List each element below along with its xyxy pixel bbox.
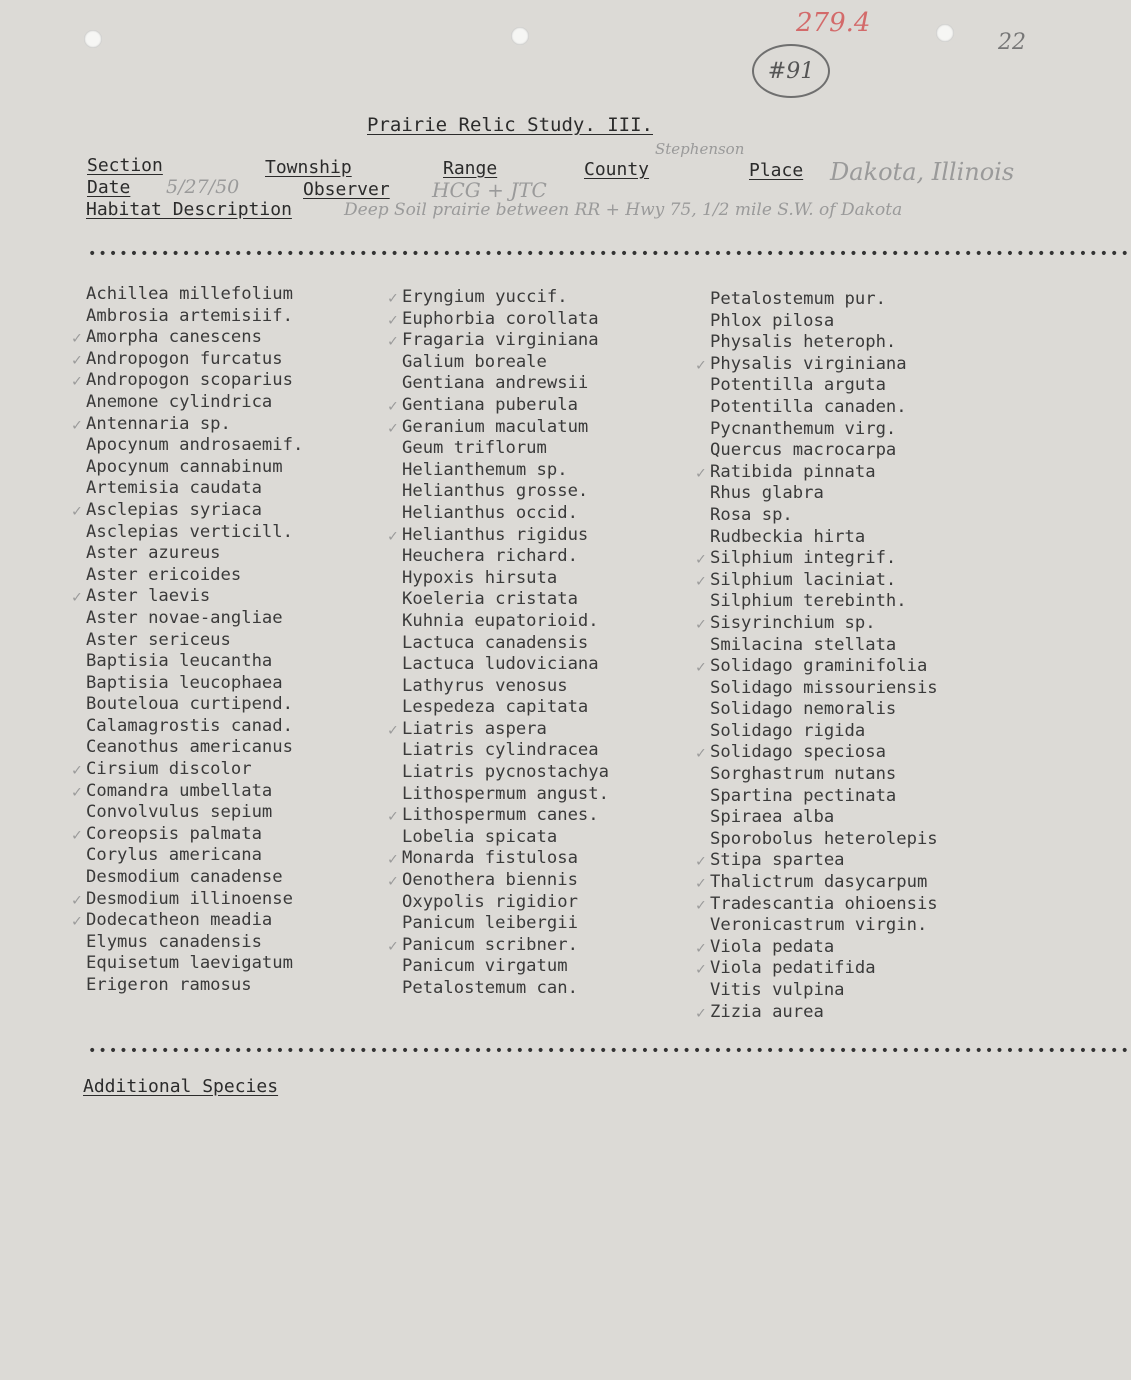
habitat-label: Habitat Description — [86, 199, 292, 220]
species-entry: Physalis heteroph. — [710, 332, 897, 353]
species-entry: Equisetum laevigatum — [86, 953, 293, 974]
species-entry: Hypoxis hirsuta — [402, 567, 558, 588]
species-entry: ✓ Fragaria virginiana — [402, 330, 609, 352]
page-number: 22 — [998, 30, 1026, 55]
species-entry: ✓ Ratibida pinnata — [710, 462, 938, 484]
species-entry: Galium boreale — [402, 351, 547, 372]
species-entry: ✓ Viola pedata — [710, 937, 938, 959]
species-entry: Veronicastrum virgin. — [710, 915, 928, 936]
species-entry: ✓ Physalis virginiana — [710, 354, 938, 376]
observer-handwriting: HCG + JTC — [432, 178, 547, 202]
species-entry: Liatris cylindracea — [402, 740, 599, 761]
species-entry: ✓ Asclepias syriaca — [86, 500, 303, 522]
species-entry: ✓ Solidago speciosa — [710, 742, 938, 764]
species-entry: Petalostemum can. — [402, 978, 578, 998]
species-entry: Aster sericeus — [86, 629, 231, 650]
species-entry: Petalostemum pur. — [710, 289, 886, 309]
species-entry: Ambrosia artemisiif. — [86, 305, 293, 326]
place-handwriting: Dakota, Illinois — [830, 158, 1015, 186]
species-entry: Rudbeckia hirta — [710, 526, 866, 547]
species-entry: Smilacina stellata — [710, 634, 897, 655]
species-entry: ✓ Solidago graminifolia — [710, 656, 938, 678]
species-entry: Rosa sp. — [710, 504, 793, 525]
section-label: Section — [87, 155, 163, 176]
date-handwriting: 5/27/50 — [166, 176, 240, 198]
species-entry: Solidago rigida — [710, 720, 866, 741]
observer-label: Observer — [303, 179, 390, 200]
place-label: Place — [749, 160, 804, 181]
species-entry: ✓ Comandra umbellata — [86, 781, 303, 803]
species-entry: Apocynum androsaemif. — [86, 435, 304, 456]
habitat-handwriting: Deep Soil prairie between RR + Hwy 75, 1/2 mile S.W. of Dakota — [344, 200, 903, 220]
species-entry: ✓ Silphium integrif. — [710, 548, 938, 570]
species-entry: Rhus glabra — [710, 483, 824, 504]
species-entry: Sporobolus heterolepis — [710, 828, 938, 849]
species-entry: Potentilla arguta — [710, 375, 886, 396]
species-entry: ✓ Oenothera biennis — [402, 870, 609, 892]
species-entry: ✓ Euphorbia corollata — [402, 309, 609, 331]
species-entry: Lespedeza capitata — [402, 697, 589, 718]
species-entry: Erigeron ramosus — [86, 975, 252, 995]
date-label: Date — [87, 177, 131, 198]
species-entry: ✓ Sisyrinchium sp. — [710, 613, 938, 635]
species-entry: Spiraea alba — [710, 807, 835, 828]
species-entry: Lactuca ludoviciana — [402, 654, 599, 675]
species-entry: Ceanothus americanus — [86, 737, 293, 758]
species-entry: Silphium terebinth. — [710, 591, 907, 612]
species-entry: ✓ Gentiana puberula — [402, 395, 609, 417]
county-handwriting: Stephenson — [655, 140, 745, 158]
species-entry: ✓ Geranium maculatum — [402, 417, 609, 439]
species-entry: Helianthus grosse. — [402, 481, 589, 502]
species-entry: ✓ Coreopsis palmata — [86, 824, 303, 846]
species-entry: ✓ Zizia aurea — [710, 1002, 938, 1024]
species-entry: ✓ Aster laevis — [86, 586, 303, 608]
species-entry: ✓ Panicum scribner. — [402, 935, 609, 957]
species-entry: Helianthus occid. — [402, 502, 578, 523]
punch-hole-left — [84, 30, 102, 48]
species-entry: Kuhnia eupatorioid. — [402, 610, 599, 631]
species-entry: Geum triflorum — [402, 438, 547, 459]
species-entry: ✓ Andropogon scoparius — [86, 370, 303, 392]
species-entry: Elymus canadensis — [86, 931, 262, 952]
range-label: Range — [443, 158, 498, 179]
species-entry: ✓ Desmodium illinoense — [86, 889, 303, 911]
species-entry: Achillea millefolium — [86, 284, 293, 304]
species-entry: Potentilla canaden. — [710, 396, 907, 417]
species-entry: ✓ Antennaria sp. — [86, 414, 303, 436]
species-entry: ✓ Lithospermum canes. — [402, 805, 609, 827]
species-entry: Convolvulus sepium — [86, 802, 273, 823]
species-entry: ✓ Eryngium yuccif. — [402, 287, 609, 309]
species-entry: Baptisia leucophaea — [86, 672, 283, 693]
species-entry: Anemone cylindrica — [86, 391, 273, 412]
circled-number: #91 — [752, 44, 830, 98]
species-entry: Spartina pectinata — [710, 785, 897, 806]
species-entry: Calamagrostis canad. — [86, 715, 293, 736]
additional-species-label: Additional Species — [83, 1076, 279, 1097]
species-column-2 — [402, 287, 609, 1000]
species-entry: ✓ Helianthus rigidus — [402, 525, 609, 547]
species-entry: ✓ Cirsium discolor — [86, 759, 303, 781]
species-column-3 — [710, 289, 938, 1023]
species-entry: Pycnanthemum virg. — [710, 418, 897, 439]
species-entry: ✓ Liatris aspera — [402, 719, 609, 741]
species-entry: Panicum leibergii — [402, 913, 578, 934]
county-label: County — [584, 159, 650, 180]
species-entry: Phlox pilosa — [710, 310, 835, 331]
species-entry: ✓ Tradescantia ohioensis — [710, 894, 938, 916]
species-entry: Corylus americana — [86, 845, 262, 866]
species-entry: Solidago nemoralis — [710, 699, 897, 720]
species-entry: Lithospermum angust. — [402, 783, 609, 804]
species-entry: ✓ Stipa spartea — [710, 850, 938, 872]
species-entry: Aster ericoides — [86, 564, 242, 585]
dotted-divider-bottom: •••••••••••••••••••••••••••••••••••••••••••••••••••••••••••••••••••••••••••••••••••••••••••••••••••• — [88, 1043, 1131, 1059]
species-entry: Asclepias verticill. — [86, 521, 293, 542]
species-entry: Liatris pycnostachya — [402, 762, 609, 783]
species-entry: Aster novae-angliae — [86, 607, 283, 628]
species-entry: ✓ Viola pedatifida — [710, 958, 938, 980]
species-entry: Aster azureus — [86, 543, 221, 564]
species-entry: Lobelia spicata — [402, 826, 558, 847]
species-entry: ✓ Silphium laciniat. — [710, 570, 938, 592]
species-entry: Sorghastrum nutans — [710, 764, 897, 785]
species-entry: Helianthemum sp. — [402, 459, 568, 480]
species-entry: Vitis vulpina — [710, 980, 845, 1000]
species-entry: Solidago missouriensis — [710, 677, 938, 698]
species-entry: Panicum virgatum — [402, 956, 568, 977]
species-entry: ✓ Dodecatheon meadia — [86, 910, 303, 932]
species-entry: ✓ Monarda fistulosa — [402, 848, 609, 870]
species-entry: Desmodium canadense — [86, 867, 283, 888]
species-entry: Artemisia caudata — [86, 478, 262, 499]
species-entry: ✓ Thalictrum dasycarpum — [710, 872, 938, 894]
species-entry: ✓ Andropogon furcatus — [86, 349, 303, 371]
species-entry: Lactuca canadensis — [402, 632, 589, 653]
species-entry: ✓ Amorpha canescens — [86, 327, 303, 349]
punch-hole-right — [936, 24, 954, 42]
species-entry: Koeleria cristata — [402, 589, 578, 610]
red-annotation: 279.4 — [796, 8, 871, 38]
township-label: Township — [265, 157, 352, 178]
species-entry: Heuchera richard. — [402, 546, 578, 567]
species-entry: Quercus macrocarpa — [710, 440, 897, 461]
species-entry: Apocynum cannabinum — [86, 456, 283, 477]
dotted-divider-top: •••••••••••••••••••••••••••••••••••••••••••••••••••••••••••••••••••••••••••••••••••••••••••••••••••• — [88, 246, 1131, 262]
species-entry: Baptisia leucantha — [86, 651, 273, 672]
species-entry: Lathyrus venosus — [402, 675, 568, 696]
species-column-1 — [86, 284, 303, 997]
species-entry: Bouteloua curtipend. — [86, 694, 293, 715]
species-entry: Gentiana andrewsii — [402, 373, 589, 394]
punch-hole-middle — [511, 27, 529, 45]
species-entry: Oxypolis rigidior — [402, 891, 578, 912]
page-title: Prairie Relic Study. III. — [367, 114, 653, 136]
